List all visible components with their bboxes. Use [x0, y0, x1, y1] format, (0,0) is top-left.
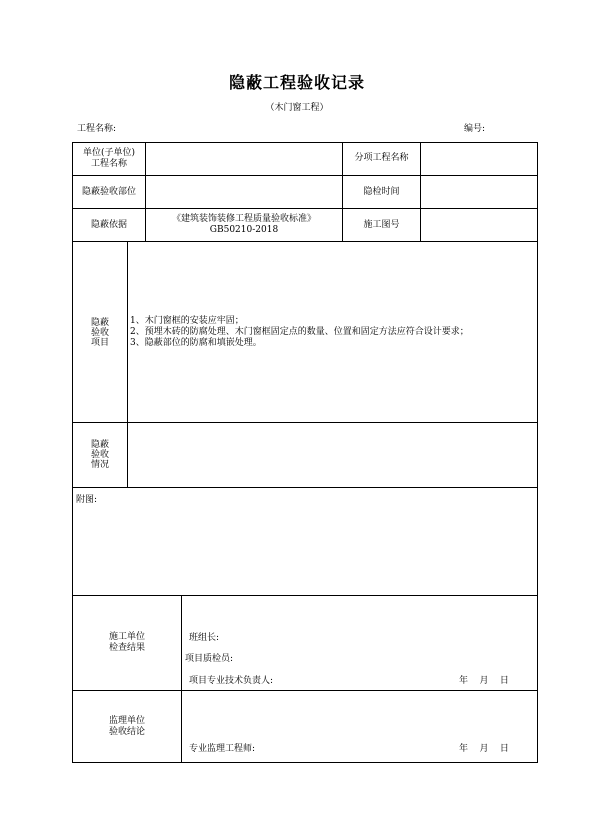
supervising-engineer-label: 专业监理工程师:	[189, 744, 256, 754]
hidden-basis-value: 《建筑装饰装修工程质量验收标准》 GB50210-2018	[171, 214, 316, 235]
hidden-part-label: 隐蔽验收部位	[81, 187, 136, 197]
page-title: 隐蔽工程验收记录	[228, 73, 365, 92]
acceptance-items-label: 隐蔽 验收 项目	[90, 318, 109, 348]
unit-project-name-label: 单位(子单位) 工程名称	[82, 148, 136, 169]
project-name-label: 工程名称:	[77, 124, 117, 134]
list-item: 1、木门窗框的安装应牢固；	[130, 316, 244, 326]
hidden-basis-label: 隐蔽依据	[90, 220, 127, 230]
attachment-label: 附图:	[76, 495, 98, 505]
subproject-name-label: 分项工程名称	[354, 153, 409, 163]
construction-drawing-label: 施工图号	[363, 220, 400, 230]
supervision-date: 年 月 日	[459, 744, 509, 754]
construction-date: 年 月 日	[459, 676, 509, 686]
list-item: 3、隐蔽部位的防腐和填嵌处理。	[130, 338, 262, 348]
technical-lead-label: 项目专业技术负责人:	[189, 676, 274, 686]
page-subtitle: （木门窗工程）	[265, 103, 329, 113]
record-number-label: 编号:	[464, 124, 486, 134]
team-leader-label: 班组长:	[189, 633, 220, 643]
acceptance-situation-label: 隐蔽 验收 情况	[90, 440, 109, 470]
acceptance-items-list	[130, 316, 535, 349]
construction-unit-label: 施工单位 检查结果	[108, 632, 145, 653]
supervision-unit-label: 监理单位 验收结论	[108, 716, 145, 737]
quality-inspector-label: 项目质检员:	[185, 654, 234, 664]
list-item: 2、预埋木砖的防腐处理、木门窗框固定点的数量、位置和固定方法应符合设计要求；	[130, 327, 469, 337]
inspection-time-label: 隐检时间	[363, 187, 400, 197]
